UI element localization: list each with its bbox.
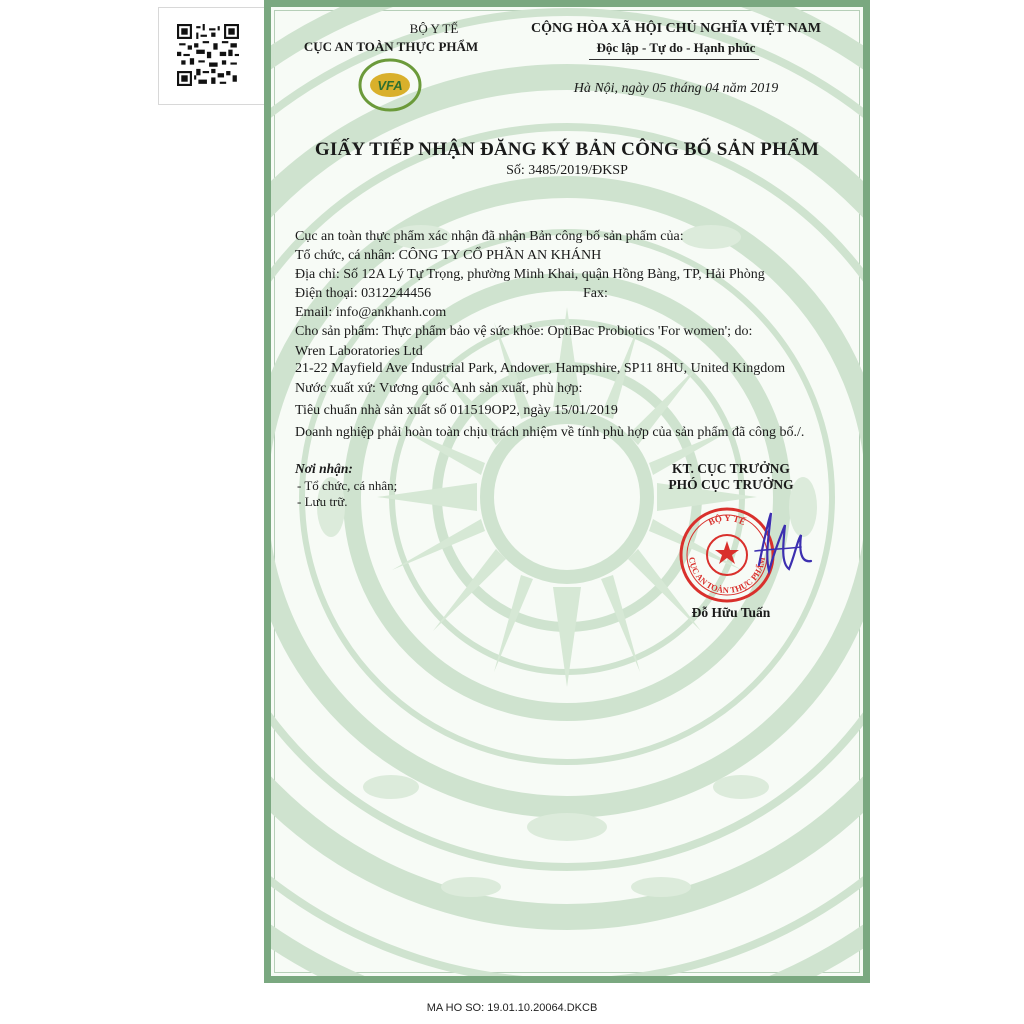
signer-role-line2: PHÓ CỤC TRƯỞNG [668, 477, 794, 492]
recipient-item: - Tổ chức, cá nhân; [297, 478, 398, 493]
logo-text: VFA [377, 78, 403, 93]
body-line-email: Email: info@ankhanh.com [295, 305, 447, 320]
body-line-phone: Điện thoại: 0312244456 [295, 286, 432, 301]
body-line-address: Địa chỉ: Số 12A Lý Tự Trọng, phường Minh Khai, quận Hồng Bàng, TP, Hải Phòng [295, 267, 765, 282]
seal-top-text: BỘ Y TẾ [706, 512, 748, 528]
recipients-title: Nơi nhận: [295, 461, 353, 476]
dossier-code-footer: MA HO SO: 19.01.10.20064.DKCB [426, 1002, 598, 1014]
body-line-origin: Nước xuất xứ: Vương quốc Anh sản xuất, phù hợp: [295, 381, 583, 396]
qr-code-icon [177, 24, 239, 86]
signer-name: Đỗ Hữu Tuấn [691, 605, 771, 620]
body-line-manufacturer: Wren Laboratories Ltd [295, 344, 423, 359]
agency-ministry: BỘ Y TẾ [409, 21, 459, 36]
issue-date: Hà Nội, ngày 05 tháng 04 năm 2019 [573, 81, 779, 96]
agency-department: CỤC AN TOÀN THỰC PHẨM [303, 39, 479, 54]
body-line-standard: Tiêu chuẩn nhà sản xuất số 011519OP2, ngày 15/01/2019 [295, 403, 618, 418]
country-name: CỘNG HÒA XÃ HỘI CHỦ NGHĨA VIỆT NAM [530, 21, 821, 36]
recipient-item: - Lưu trữ. [297, 494, 348, 509]
qr-code-box [158, 7, 268, 105]
body-line-manufacturer-address: 21-22 Mayfield Ave Industrial Park, Andover, Hampshire, SP11 8HU, United Kingdom [295, 361, 786, 376]
handwritten-signature [751, 505, 821, 585]
document-number: Số: 3485/2019/ĐKSP [506, 163, 628, 178]
body-line-intro: Cục an toàn thực phẩm xác nhận đã nhận Bản công bố sản phẩm của: [295, 229, 684, 244]
svg-text:BỘ Y TẾ [707, 513, 747, 527]
vfa-logo [355, 55, 425, 115]
signer-role-line1: KT. CỤC TRƯỞNG [672, 461, 790, 476]
document-title: GIẤY TIẾP NHẬN ĐĂNG KÝ BẢN CÔNG BỐ SẢN PHẨM [314, 139, 820, 160]
national-motto: Độc lập - Tự do - Hạnh phúc [596, 40, 756, 55]
body-line-product: Cho sản phẩm: Thực phẩm bảo vệ sức khỏe: OptiBac Probiotics 'For women'; do: [295, 324, 753, 339]
body-line-fax: Fax: [583, 286, 608, 301]
motto-underline [589, 59, 759, 60]
seal-bottom-text: CỤC AN TOÀN THỰC PHẨM [686, 556, 768, 596]
body-line-responsibility: Doanh nghiệp phải hoàn toàn chịu trách nhiệm về tính phù hợp của sản phẩm đã công bố./. [295, 425, 805, 440]
body-line-organization: Tổ chức, cá nhân: CÔNG TY CỔ PHẦN AN KHÁNH [295, 248, 602, 263]
certificate-document [264, 0, 870, 983]
